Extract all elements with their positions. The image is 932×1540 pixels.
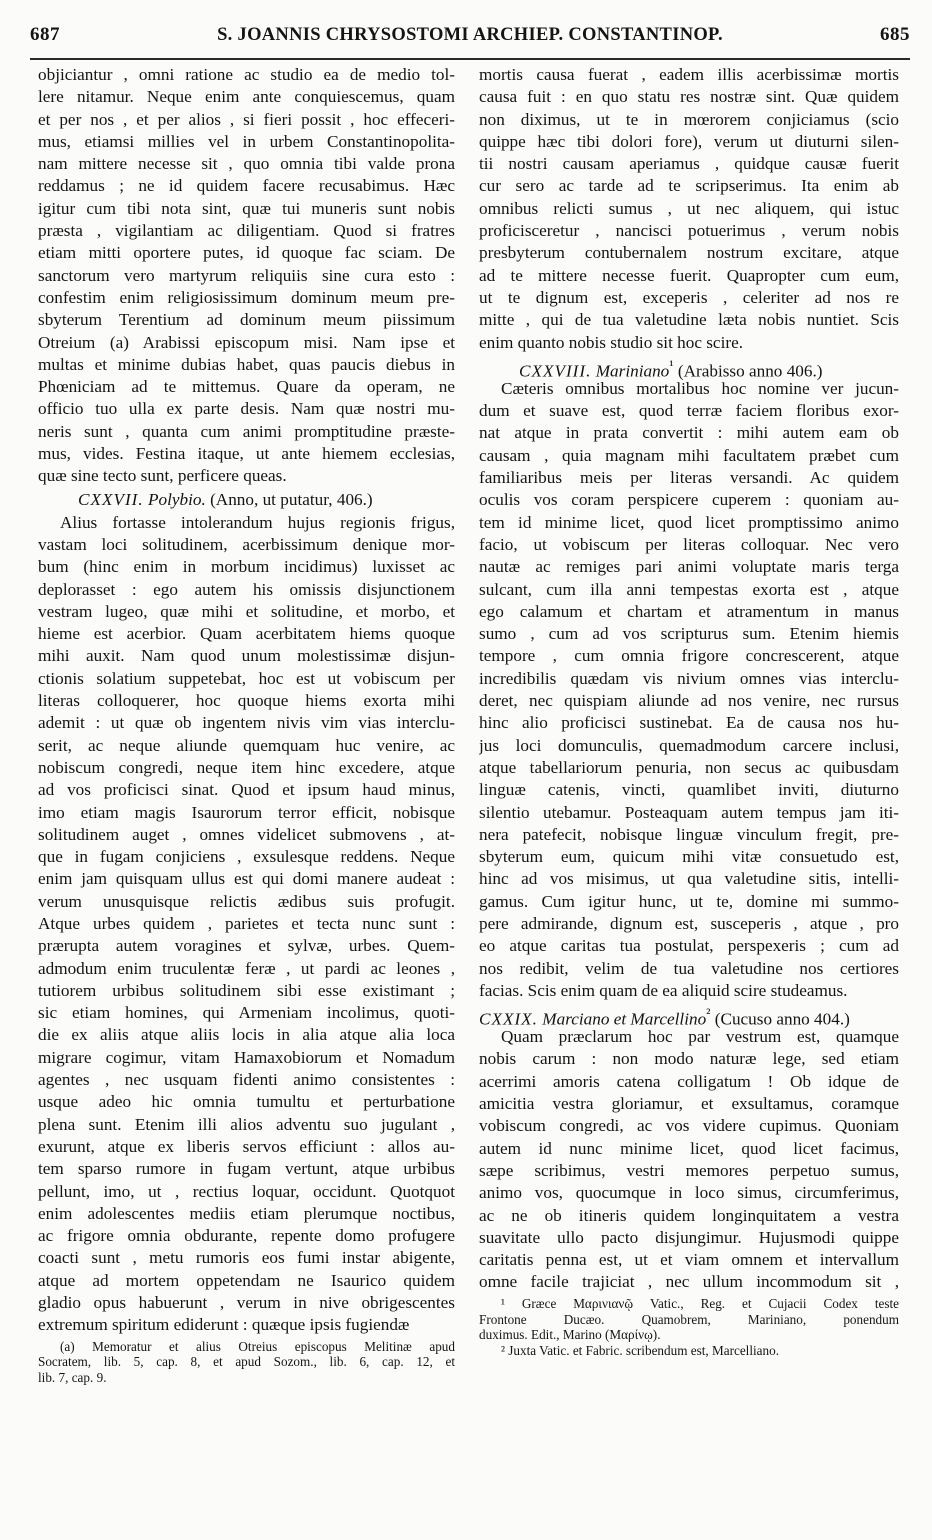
text-line: præsta , vigilantiam ac diligentiam. Quod si fratres <box>38 221 455 241</box>
text-line: caritatis penna est, ut et viam omnem et intervallum <box>479 1250 899 1270</box>
text-line: Atque urbes quidem , parietes et tecta nunc sunt : <box>38 913 455 933</box>
running-header <box>30 24 910 56</box>
letter-number: CXXIX. <box>479 1009 538 1029</box>
text-line: ademit : ut quæ ob ingentem nivis vim vias interclu- <box>38 713 455 733</box>
text-line: que in fugam conjiciens , exsulesque reddens. Neque <box>38 847 455 867</box>
left-text-block-bottom <box>38 512 455 1337</box>
text-line: hinc alio proficisci sustinebat. Ea de causa nos hu- <box>479 713 899 733</box>
letter-heading-cxxviii <box>479 354 899 381</box>
text-line: ut te dignum est, exceperis , celeriter ad nos re <box>479 287 899 307</box>
text-line: nat atque in prata convertit : mihi autem eam ob <box>479 423 899 443</box>
text-line: mortis causa fuerat , eadem illis acerbissimæ mortis <box>479 65 899 84</box>
text-line: vobiscum congredi, ac vos videre cupimus. Quoniam <box>479 1116 899 1136</box>
text-line: pellunt, imo, ut , rectius loquar, occidunt. Quotquot <box>38 1181 455 1201</box>
header-rule <box>30 58 910 60</box>
text-line: atque tabellariorum penuria, non secus ac quibusdam <box>479 757 899 777</box>
text-line: literas colloquerer, hoc quoque hiems exorta mihi <box>38 691 455 711</box>
text-line: Cæteris omnibus mortalibus hoc nomine ver jucun- <box>501 378 899 398</box>
text-line: pere admirande, dignum est, susceperis , atque , pro <box>479 913 899 933</box>
footnote-line: ¹ Græce Μαρινιανῷ Vatic., Reg. et Cujacii Codex teste <box>501 1295 899 1311</box>
text-line: sbyterum eum, quicum mihi vitæ consuetudo est, <box>479 847 899 867</box>
text-line: mihi auxit. Nam quod unum molestissimæ disjun- <box>38 646 455 666</box>
text-line: omne facile trajiciat , nec ullum incommodum sit , <box>479 1272 899 1292</box>
text-line: hieme est acerbior. Quam acerbitatem hiems quoque <box>38 624 455 644</box>
text-line: admodum enim truculentæ feræ , ut pardi ac leones , <box>38 958 455 978</box>
text-line: ego calamum et chartam et atramentum in manus <box>479 601 899 621</box>
text-line: plena sunt. Etenim illi alios adventu suo jugulant , <box>38 1114 455 1134</box>
text-line: tutiorem urbibus solitudinem sibi esse existimant ; <box>38 980 455 1000</box>
text-line: reddamus ; ne id quidem facere recusabimus. Hæc <box>38 176 455 196</box>
letter-date: (Arabisso anno 406.) <box>677 361 823 381</box>
text-line: suavitate ullo pacto disjungimur. Hujusmodi quippe <box>479 1227 899 1247</box>
text-line: jus loci domunculis, quemadmodum carcere inclusi, <box>479 735 899 755</box>
letter-recipient: Mariniano <box>595 361 670 381</box>
text-line: nobiscum congredi, neque item hinc excedere, atque <box>38 757 455 777</box>
running-title: S. JOANNIS CHRYSOSTOMI ARCHIEP. CONSTANTINOP. <box>217 25 723 45</box>
footnote-line: duximus. Edit., Marino (Μαρίνῳ). <box>479 1327 661 1343</box>
text-line: ad te mittere necesse fuerit. Quapropter cum eum, <box>479 265 899 285</box>
text-line: causam , quia magnam mihi facultatem præbet cum <box>479 445 899 465</box>
text-line: facias. Scis enim quam de ea aliquid scire studeamus. <box>479 980 848 1000</box>
text-line: Alius fortasse intolerandum hujus regionis frigus, <box>60 512 455 532</box>
footnote-line: (a) Memoratur et alius Otreius episcopus Melitinæ apud <box>60 1338 455 1354</box>
letter-date: (Cucuso anno 404.) <box>714 1009 850 1029</box>
text-line: extremum spiritum ediderunt : quæque ipsis fugiendæ <box>38 1315 410 1335</box>
text-line: ac frigore omnia obdurante, repente domo profugere <box>38 1226 455 1246</box>
text-line: etiam mitti oportere putes, id quoque fac sciam. De <box>38 243 455 263</box>
text-line: agentes , nec usquam fidenti animo consistentes : <box>38 1070 455 1090</box>
text-line: non diximus, ut te in mœrorem conjiciamus (scio <box>479 109 899 129</box>
text-line: tempore , cum omnia frigore concrescerent, atque <box>479 646 899 666</box>
footnote-mark: ² <box>706 1006 711 1023</box>
text-line: objiciantur , omni ratione ac studio ea de medio tol- <box>38 65 455 84</box>
text-line: prærupta autem voragines et sylvæ, urbes. Quem- <box>38 936 455 956</box>
text-line: ad vos proficisci sinat. Quod et ipsum haud minus, <box>38 780 455 800</box>
text-line: mus, etiamsi millies vel in urbem Constantinopolita- <box>38 131 455 151</box>
text-line: dum et suave est, quod terræ faciem floribus exor- <box>479 401 899 421</box>
text-line: vestram lugeo, quæ mihi et solitudine, et morbo, et <box>38 601 455 621</box>
footnote-line: lib. 7, cap. 9. <box>38 1370 107 1386</box>
footnote-line: Socratem, lib. 5, cap. 8, et apud Sozom., lib. 6, cap. 12, et <box>38 1354 455 1370</box>
text-line: verum unusquisque relictis ædibus suis profugit. <box>38 891 455 911</box>
text-line: causa fuit : en quo statu res nostræ sint. Quæ quidem <box>479 87 899 107</box>
text-line: die ex aliis atque aliis locis in alia atque alia loca <box>38 1025 455 1045</box>
text-line: tem sparso rumore in fugam vertunt, atque urbibus <box>38 1159 455 1179</box>
text-line: usque adeo hic omnia tumultu et perturbatione <box>38 1092 455 1112</box>
right-footnotes <box>479 1296 899 1359</box>
text-line: nautæ ac remiges pari animi voluptate maris terga <box>479 557 899 577</box>
left-text-block-top <box>38 64 455 488</box>
text-line: sanctorum vero martyrum reliquiis sine cura esto : <box>38 265 455 285</box>
footnote-line: ² Juxta Vatic. et Fabric. scribendum est, Marcelliano. <box>501 1343 780 1359</box>
text-line: et per nos , et per alios , si fieri possit , hoc effeceri- <box>38 109 455 129</box>
text-line: tii nostri causam aperiamus , quidque causæ fuerit <box>479 154 899 174</box>
page-number-left: 687 <box>30 24 60 45</box>
text-line: hinc ad vos misimus, ut qua valetudine sitis, intelli- <box>479 869 899 889</box>
text-line: bum (hinc enim in morbum incidimus) luxisset ac <box>38 557 455 577</box>
text-line: igitur cum tibi nota sint, quæ tui muneris sunt nobis <box>38 198 455 218</box>
letter-recipient: Polybio. <box>148 489 206 509</box>
text-line: amicitia vestra gloriamur, et exsultamus, coramque <box>479 1094 899 1114</box>
text-line: incredibilis quædam vis nivium omnes vias interclu- <box>479 668 899 688</box>
text-line: nobis carum : non modo naturæ lege, sed etiam <box>479 1049 899 1069</box>
text-line: sic etiam homines, qui Armeniam incolimus, quoti- <box>38 1003 455 1023</box>
text-line: presbyterum contubernalem nostrum excitare, atque <box>479 243 899 263</box>
text-line: ac ne ob itineris quidem longinquitatem a vestra <box>479 1205 899 1225</box>
right-text-block-middle <box>479 378 899 1002</box>
text-line: lere nitamur. Neque enim ante conquiescemus, quam <box>38 87 455 107</box>
text-line: sulcant, cum illa anni tempestas exorta est , atque <box>479 579 899 599</box>
letter-heading-cxxvii <box>38 488 455 512</box>
text-line: confestim enim religiosissimum dominum meum pre- <box>38 287 455 307</box>
text-line: Otreium (a) Arabissi episcopum misi. Nam ipse et <box>38 332 455 352</box>
text-line: oculis vos coram perspicere cuperem : quoniam au- <box>479 490 899 510</box>
text-line: nera patefecit, nobisque linguæ vinculum fregit, pre- <box>479 824 899 844</box>
text-line: deret, nec quispiam aliunde ad nos venire, nec rursus <box>479 691 899 711</box>
letter-date: (Anno, ut putatur, 406.) <box>210 489 373 509</box>
right-text-block-bottom <box>479 1026 899 1294</box>
text-line: familiaribus meis per literas versandi. Ac quidem <box>479 468 899 488</box>
text-line: nam mittere necesse sit , quo omnia tibi valde prona <box>38 154 455 174</box>
text-line: sumo , cum ad vos scripturus sum. Etenim hiemis <box>479 624 899 644</box>
text-line: silentio utebamur. Posteaquam autem tempus jam iti- <box>479 802 899 822</box>
text-line: enim adolescentes mediis etiam plerumque noctibus, <box>38 1203 455 1223</box>
text-line: enim jam quisquam ullus est qui domi manere audeat : <box>38 869 455 889</box>
footnote-mark: ¹ <box>669 357 674 374</box>
footnote-line: Frontone Ducæo. Quamobrem, Mariniano, ponendum <box>479 1311 899 1327</box>
text-line: officio tuo ulla ex parte desis. Nam quæ nostri mu- <box>38 399 455 419</box>
text-line: omnibus relicti sumus , ut nec aliquem, qui istuc <box>479 198 899 218</box>
text-line: enim quanto nobis studio sit hoc scire. <box>479 332 743 352</box>
text-line: multas et minime dubias habet, quas paucis diebus in <box>38 354 455 374</box>
text-line: gladio opus habuerunt , verum in nive obrigescentes <box>38 1293 455 1313</box>
text-line: ctionis solatium suppetebat, hoc est ut vobiscum per <box>38 668 455 688</box>
text-line: neris sunt , quanta cum animi promptitudine præste- <box>38 421 455 441</box>
left-column <box>38 64 455 1386</box>
text-line: Quam præclarum hoc par vestrum est, quamque <box>501 1027 899 1047</box>
text-line: animo vos, quocumque in loco simus, circumferimus, <box>479 1183 899 1203</box>
text-line: imo etiam magis Isaurorum terror efficit, nobisque <box>38 802 455 822</box>
right-column <box>479 64 899 1359</box>
text-line: migrare cogimur, vitam Hamaxobiorum et Nomadum <box>38 1047 455 1067</box>
text-line: tem id minime licet, quod licet promptissimo animo <box>479 512 899 532</box>
text-line: acerrimi amoris catena colligatum ! Ob idque de <box>479 1071 899 1091</box>
text-line: facio, ut vobiscum per literas colloquar. Nec vero <box>479 534 899 554</box>
left-footnote <box>38 1339 455 1386</box>
page-number-right: 685 <box>879 24 910 45</box>
text-line: deplorasset : ego autem his omissis disjunctionem <box>38 579 455 599</box>
text-line: cur sero ac tarde ad te scripserimus. Ita enim ab <box>479 176 899 196</box>
text-line: serit, ac neque aliunde quemquam huc venire, ac <box>38 735 455 755</box>
text-line: sæpe scribimus, vestri memores perpetuo sumus, <box>479 1160 899 1180</box>
text-line: gamus. Cum igitur hunc, ut te, domine mi summo- <box>479 891 899 911</box>
text-line: exurunt, atque ex liberis servos efficiunt : allos au- <box>38 1136 455 1156</box>
text-line: atque ad mortem oppetendam ne Isaurico quidem <box>38 1270 455 1290</box>
letter-recipient: Marciano et Marcellino <box>542 1009 707 1029</box>
text-line: vastam loci solitudinem, acerbissimum denique mor- <box>38 534 455 554</box>
letter-number: CXXVII. <box>78 489 144 509</box>
text-line: nos redibit, velim de tua valetudine nos certiores <box>479 958 899 978</box>
text-line: mitte , qui de tua valetudine læta nobis nuntiet. Scis <box>479 310 899 330</box>
text-line: autem id nunc minime licet, quod licet facimus, <box>479 1138 899 1158</box>
letter-heading-cxxix <box>479 1002 899 1029</box>
text-line: quippe hæc tibi dolori fore), verum ut diuturni silen- <box>479 131 899 151</box>
text-line: quæ sine tecto sunt, perficere queas. <box>38 466 287 486</box>
text-line: linguæ catenis, vincti, quamlibet inviti, diuturno <box>479 780 899 800</box>
right-text-block-top <box>479 64 899 354</box>
text-line: mus, vides. Festina itaque, ut ante hiemem ecclesias, <box>38 444 455 464</box>
letter-number: CXXVIII. <box>519 361 592 381</box>
text-line: proficisceretur , nancisci potuerimus , verum nobis <box>479 221 899 241</box>
text-line: solitudinem auget , omnes videlicet submovens , at- <box>38 824 455 844</box>
text-line: coacti sunt , metu rumoris eos fumi instar abigente, <box>38 1248 455 1268</box>
text-line: eo atque caritas tua postulat, perspexeris ; cum ad <box>479 936 899 956</box>
text-line: sbyterum Terentium ad dominum meum piissimum <box>38 310 455 330</box>
text-line: Phœniciam ad te mittemus. Quare da operam, ne <box>38 377 455 397</box>
